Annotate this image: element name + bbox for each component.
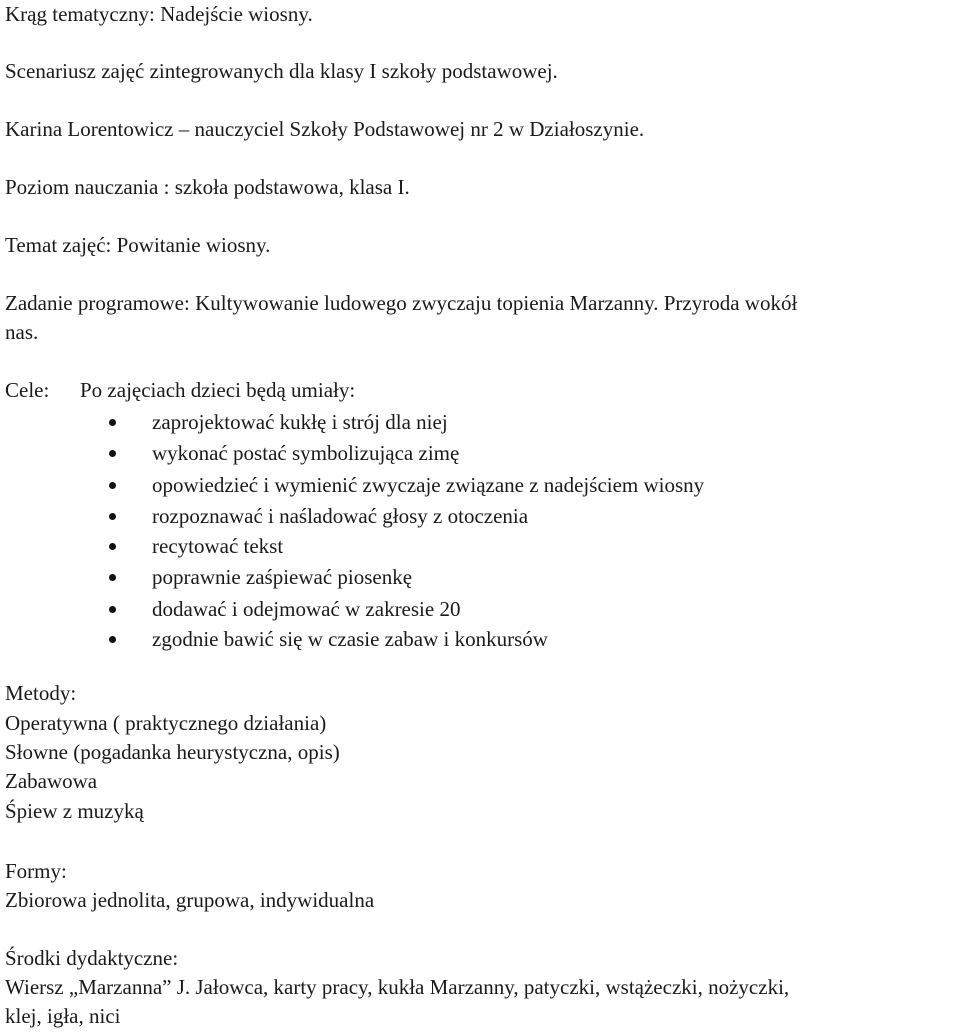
srodki-line-2: klej, igła, nici bbox=[5, 1004, 121, 1028]
metody-item: Śpiew z muzyką bbox=[5, 799, 144, 823]
metody-item: Zabawowa bbox=[5, 769, 98, 793]
srodki-line-1: Wiersz „Marzanna” J. Jałowca, karty pracy, kukła Marzanny, patyczki, wstążeczki, nożyczki, bbox=[5, 975, 790, 999]
list-item bbox=[109, 532, 283, 560]
list-item bbox=[109, 502, 528, 530]
list-item bbox=[109, 471, 704, 499]
list-item bbox=[109, 439, 459, 467]
metody-item: Operatywna ( praktycznego działania) bbox=[5, 711, 327, 735]
zadanie-line-1: Zadanie programowe: Kultywowanie ludowego zwyczaju topienia Marzanny. Przyroda wokół bbox=[5, 291, 798, 315]
bullet-icon bbox=[109, 482, 116, 489]
metody-label: Metody: bbox=[5, 681, 77, 705]
list-item bbox=[109, 595, 460, 623]
cele-item-text: dodawać i odejmować w zakresie 20 bbox=[152, 597, 461, 621]
bullet-icon bbox=[109, 606, 116, 613]
cele-item-text: opowiedzieć i wymienić zwyczaje związane z nadejściem wiosny bbox=[152, 473, 705, 497]
metody-item: Słowne (pogadanka heurystyczna, opis) bbox=[5, 740, 340, 764]
list-item bbox=[109, 625, 548, 653]
bullet-icon bbox=[109, 513, 116, 520]
author-line: Karina Lorentowicz – nauczyciel Szkoły Podstawowej nr 2 w Działoszynie. bbox=[5, 117, 645, 141]
cele-item-text: wykonać postać symbolizująca zimę bbox=[152, 441, 460, 465]
temat-line: Temat zajęć: Powitanie wiosny. bbox=[5, 233, 271, 257]
bullet-icon bbox=[109, 450, 116, 457]
krag-tematyczny: Krąg tematyczny: Nadejście wiosny. bbox=[5, 2, 313, 26]
scenariusz-line: Scenariusz zajęć zintegrowanych dla klasy I szkoły podstawowej. bbox=[5, 59, 558, 83]
formy-label: Formy: bbox=[5, 859, 67, 883]
cele-item-text: recytować tekst bbox=[152, 534, 284, 558]
list-item bbox=[109, 408, 448, 436]
srodki-label: Środki dydaktyczne: bbox=[5, 946, 179, 970]
cele-label: Cele: bbox=[5, 378, 50, 402]
bullet-icon bbox=[109, 543, 116, 550]
zadanie-line-2: nas. bbox=[5, 320, 39, 344]
formy-value: Zbiorowa jednolita, grupowa, indywidualna bbox=[5, 888, 375, 912]
bullet-icon bbox=[109, 419, 116, 426]
cele-item-text: zaprojektować kukłę i strój dla niej bbox=[152, 410, 448, 434]
bullet-icon bbox=[109, 636, 116, 643]
poziom-line: Poziom nauczania : szkoła podstawowa, klasa I. bbox=[5, 175, 410, 199]
cele-item-text: poprawnie zaśpiewać piosenkę bbox=[152, 565, 413, 589]
cele-item-text: zgodnie bawić się w czasie zabaw i konkursów bbox=[152, 627, 548, 651]
cele-intro: Po zajęciach dzieci będą umiały: bbox=[80, 378, 356, 402]
cele-item-text: rozpoznawać i naśladować głosy z otoczenia bbox=[152, 504, 529, 528]
bullet-icon bbox=[109, 574, 116, 581]
list-item bbox=[109, 563, 412, 591]
